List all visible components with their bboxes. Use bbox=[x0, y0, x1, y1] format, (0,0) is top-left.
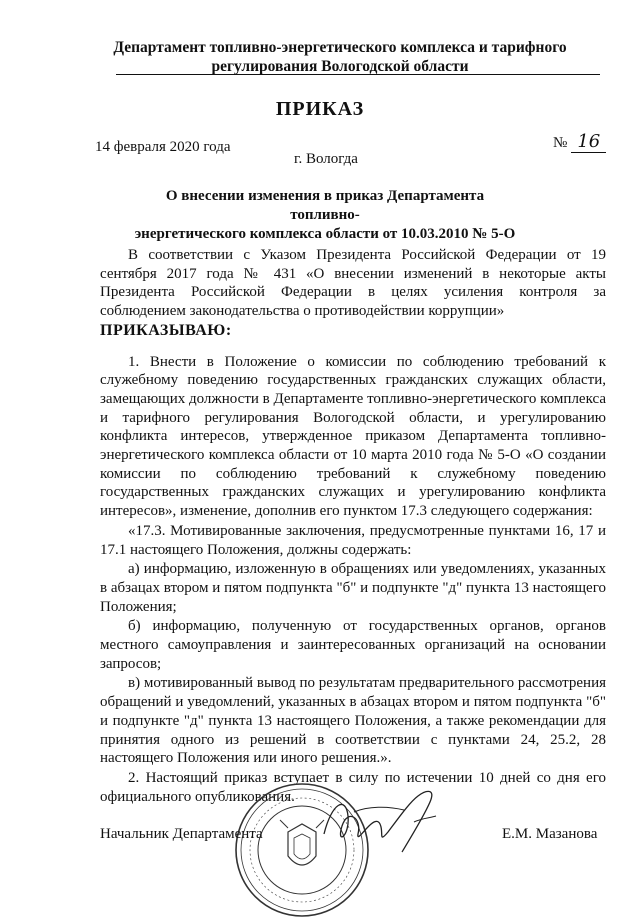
header-divider bbox=[116, 74, 600, 75]
subitem-a-paragraph: а) информацию, изложенную в обращениях или уведомлениях, указанных в абзацах втором и пятом подпункта "б" и подпункте "д" пункта 13 настоящего Положения; bbox=[100, 561, 606, 615]
signatory-position: Начальник Департамента bbox=[100, 826, 263, 842]
document-date: 14 февраля 2020 года bbox=[95, 139, 231, 155]
subitem-v-paragraph: в) мотивированный вывод по результатам предварительного рассмотрения обращений и уведомлений, указанных в абзацах втором и пятом подпункта "б" и подпункте "д" пункта 13 настоящего Положения, а также рекомендации для принятия одного из решений в соответствии с пунктами 24, 25.2, 28 настоящего Положения или иного решения.». bbox=[100, 675, 606, 767]
item-2-paragraph: 2. Настоящий приказ вступает в силу по истечении 10 дней со дня его официального опубликования. bbox=[100, 769, 606, 805]
document-number bbox=[553, 131, 606, 152]
subject-line-2: энергетического комплекса области от 10.03.2010 № 5-О bbox=[134, 226, 516, 242]
document-body bbox=[100, 246, 606, 806]
header-line-2: регулирования Вологодской области bbox=[211, 58, 469, 75]
ordering-heading: ПРИКАЗЫВАЮ: bbox=[100, 321, 232, 339]
number-value: 16 bbox=[571, 131, 606, 153]
document-subject bbox=[130, 187, 520, 244]
department-header bbox=[100, 38, 580, 76]
handwritten-signature bbox=[318, 772, 458, 862]
number-prefix: № bbox=[553, 135, 568, 151]
item-17-3-paragraph: «17.3. Мотивированные заключения, предусмотренные пунктами 16, 17 и 17.1 настоящего Положения, должны содержать: bbox=[100, 522, 606, 558]
signatory-name: Е.М. Мазанова bbox=[502, 826, 598, 842]
document-title: ПРИКАЗ bbox=[275, 98, 365, 120]
header-line-1: Департамент топливно-энергетического комплекса и тарифного bbox=[113, 39, 567, 56]
preamble-paragraph: В соответствии с Указом Президента Российской Федерации от 19 сентября 2017 года № 431 «О внесении изменений в некоторые акты Президента Российской Федерации в целях усиления контроля за соблюдением законодательства о противодействии коррупции» bbox=[100, 247, 606, 320]
document-city: г. Вологда bbox=[294, 151, 358, 167]
subitem-b-paragraph: б) информацию, полученную от государственных органов, органов местного самоуправления и заинтересованных организаций на основании запросов; bbox=[100, 618, 606, 672]
subject-line-1: О внесении изменения в приказ Департамента топливно- bbox=[165, 188, 485, 223]
item-1-paragraph: 1. Внести в Положение о комиссии по соблюдению требований к служебному поведению государственных гражданских служащих области, замещающих должности в Департаменте топливно-энергетического комплекса и тарифного регулирования Вологодской области, и урегулированию конфликта интересов, утвержденное приказом Департамента топливно-энергетического комплекса области от 10 марта 2010 года № 5-О «О создании комиссии по соблюдению требований к служебному поведению государственных гражданских служащих и урегулированию конфликта интересов», изменение, дополнив его пунктом 17.3 следующего содержания: bbox=[100, 353, 607, 520]
